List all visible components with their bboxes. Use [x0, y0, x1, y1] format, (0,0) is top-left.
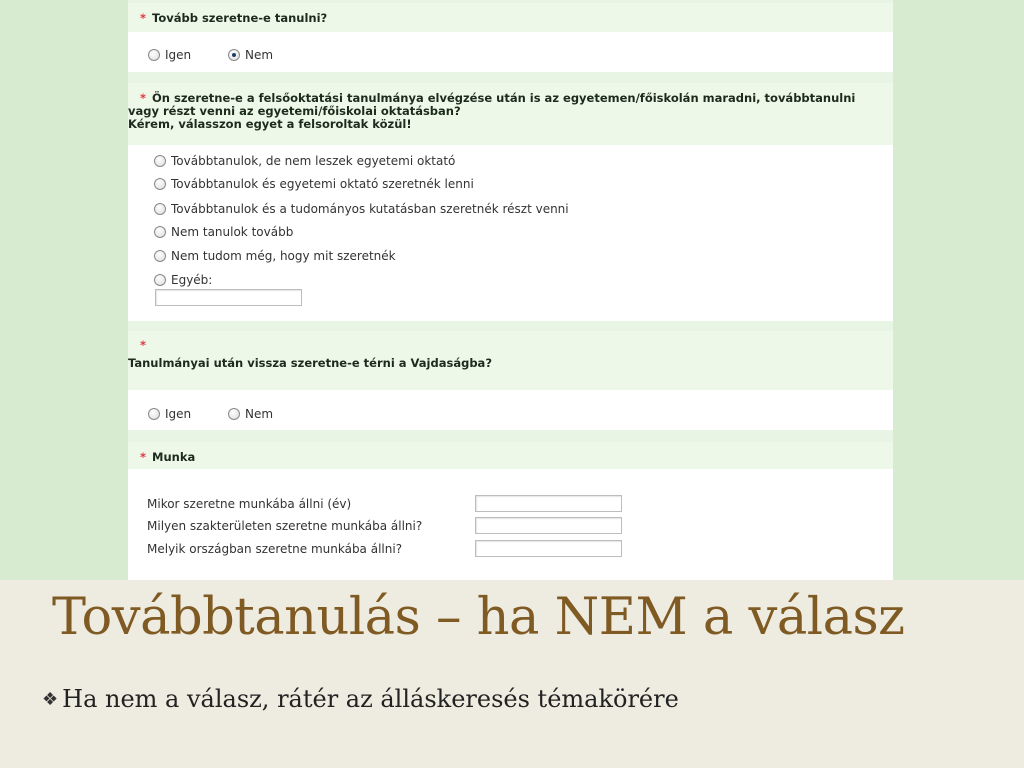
radio-button[interactable]: [154, 274, 166, 286]
q2-option-label: Továbbtanulok és egyetemi oktató szeretnék lenni: [171, 177, 474, 191]
q2-title-line3: Kérem, válasszon egyet a felsoroltak közül!: [128, 117, 412, 131]
q2-header: [128, 83, 893, 145]
survey-form: [128, 0, 893, 580]
q2-option-label: Egyéb:: [171, 273, 213, 287]
q2-option-label: Nem tanulok tovább: [171, 225, 294, 239]
radio-button[interactable]: [228, 408, 240, 420]
q3-option-igen[interactable]: [148, 407, 191, 421]
q1-option-nem[interactable]: [228, 48, 273, 62]
field-label: Milyen szakterületen szeretne munkába állni?: [147, 519, 423, 533]
radio-button[interactable]: [154, 226, 166, 238]
profession-field-input[interactable]: [475, 517, 622, 534]
radio-button[interactable]: [154, 203, 166, 215]
field-label: Mikor szeretne munkába állni (év): [147, 497, 352, 511]
q3-header: [128, 331, 893, 390]
q3-option-label: Nem: [245, 407, 274, 421]
q2-option[interactable]: [154, 249, 396, 263]
q2-option[interactable]: [154, 154, 455, 168]
radio-button-selected[interactable]: [228, 49, 240, 61]
q2-option-label: Továbbtanulok, de nem leszek egyetemi oktató: [171, 154, 456, 168]
q2-option-label: Nem tudom még, hogy mit szeretnék: [171, 249, 396, 263]
diamond-bullet-icon: ❖: [42, 688, 59, 710]
required-marker: *: [140, 91, 147, 105]
q3-option-nem[interactable]: [228, 407, 273, 421]
q3-body: [128, 390, 893, 430]
start-year-input[interactable]: [475, 495, 622, 512]
q1-option-label: Igen: [165, 48, 192, 62]
slide-bullet: [42, 685, 679, 713]
q2-body: [128, 145, 893, 321]
slide-caption: [0, 580, 1024, 768]
radio-button[interactable]: [148, 408, 160, 420]
radio-button[interactable]: [154, 178, 166, 190]
q2-title-line1: Ön szeretne-e a felsőoktatási tanulmánya elvégzése után is az egyetemen/főiskolán maradni, továbbtanulni: [152, 91, 856, 105]
radio-button[interactable]: [154, 250, 166, 262]
q1-title: Tovább szeretne-e tanulni?: [152, 11, 328, 25]
q1-header: [128, 3, 893, 32]
slide-bullet-text: Ha nem a válasz, rátér az álláskeresés témakörére: [62, 685, 679, 713]
q4-header: [128, 442, 893, 469]
required-star: *: [140, 338, 147, 352]
q3-title: Tanulmányai után vissza szeretne-e térni a Vajdaságba?: [128, 356, 492, 370]
q2-title-line2: vagy részt venni az egyetemi/főiskolai oktatásban?: [128, 104, 461, 118]
required-marker: *: [140, 450, 147, 464]
q2-other-input[interactable]: [155, 289, 302, 306]
q2-option-label: Továbbtanulok és a tudományos kutatásban szeretnék részt venni: [171, 202, 569, 216]
q4-body: [128, 469, 893, 580]
required-marker: [140, 339, 893, 352]
q3-option-label: Igen: [165, 407, 192, 421]
q1-option-igen[interactable]: [148, 48, 191, 62]
q4-title: Munka: [152, 450, 196, 464]
radio-button[interactable]: [154, 155, 166, 167]
slide-title: Továbbtanulás – ha NEM a válasz: [52, 588, 905, 647]
field-label: Melyik országban szeretne munkába állni?: [147, 542, 403, 556]
required-marker: *: [140, 11, 147, 25]
q2-option[interactable]: [154, 225, 293, 239]
radio-button[interactable]: [148, 49, 160, 61]
country-input[interactable]: [475, 540, 622, 557]
q2-option[interactable]: [154, 202, 569, 216]
q1-option-label: Nem: [245, 48, 274, 62]
q1-body: [128, 32, 893, 72]
q2-option-other[interactable]: [154, 273, 212, 287]
q2-option[interactable]: [154, 177, 474, 191]
